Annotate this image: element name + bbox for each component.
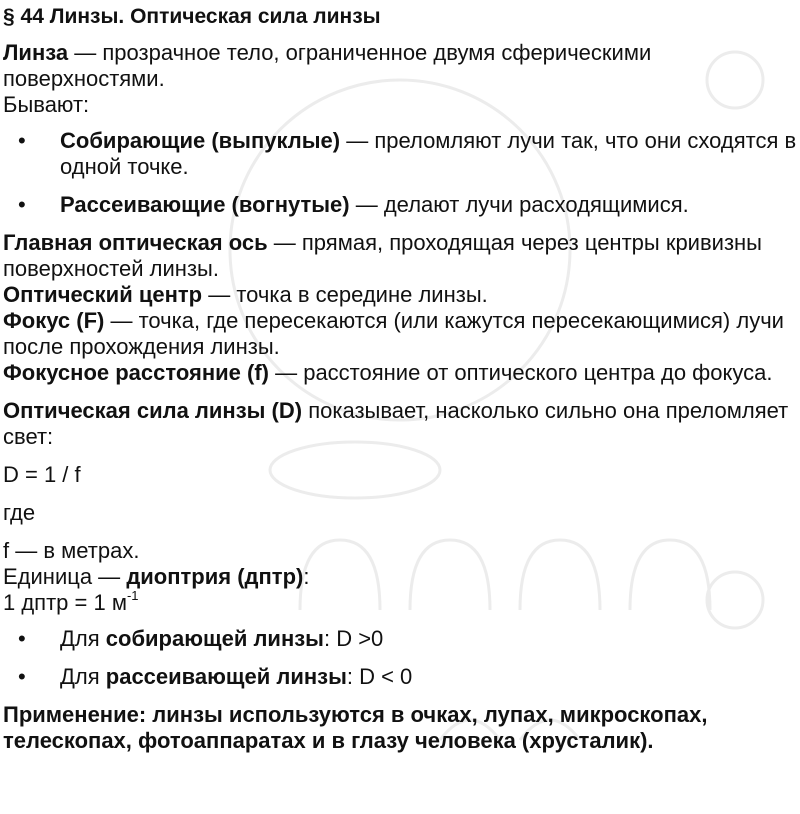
definition-term: Фокус (F) — [3, 308, 105, 333]
unit-equation-base: 1 дптр = 1 м — [3, 590, 127, 615]
sign-pre: Для — [60, 626, 106, 651]
sign-pre: Для — [60, 664, 106, 689]
list-item — [3, 192, 800, 218]
definition-term: Оптический центр — [3, 282, 203, 307]
unit-equation-exponent: -1 — [126, 587, 139, 603]
power-sign-list — [3, 626, 800, 690]
optical-power-text: показывает, насколько сильно она преломляет свет: — [3, 398, 789, 449]
definition-focus — [3, 308, 800, 360]
definition-term: Главная оптическая ось — [3, 230, 268, 255]
definition-focal-length — [3, 360, 800, 386]
definition-text: — точка в середине линзы. — [202, 282, 488, 307]
sign-post: : D < 0 — [346, 664, 413, 689]
optical-power-definition — [3, 398, 800, 450]
lens-type-text: — делают лучи расходящимися. — [349, 192, 689, 217]
lens-type-term: Собирающие (выпуклые) — [60, 128, 341, 153]
list-item — [3, 128, 800, 180]
application-paragraph: Применение: линзы используются в очках, лупах, микроскопах, телескопах, фотоаппаратах и в глазу человека (хрусталик). — [3, 702, 708, 753]
lens-definition-text: — прозрачное тело, ограниченное двумя сферическими поверхностями. — [3, 40, 652, 91]
unit-term: диоптрия (дптр) — [126, 564, 304, 589]
lens-term: Линза — [3, 40, 69, 65]
optical-power-formula: D = 1 / f — [3, 462, 81, 487]
lens-definition — [3, 40, 800, 92]
list-item — [3, 664, 800, 690]
definition-main-axis — [3, 230, 800, 282]
optical-power-term: Оптическая сила линзы (D) — [3, 398, 303, 423]
document-page — [3, 0, 800, 754]
unit-suffix: : — [303, 564, 310, 589]
sign-term: собирающей линзы — [105, 626, 324, 651]
lens-types-list — [3, 128, 800, 218]
unit-line — [3, 564, 800, 590]
definition-text: — прямая, проходящая через центры кривизны поверхностей линзы. — [3, 230, 762, 281]
section-title: § 44 Линзы. Оптическая сила линзы — [3, 5, 381, 28]
lens-types-intro: Бывают: — [3, 92, 90, 117]
formula-f-note: f — в метрах. — [3, 538, 140, 563]
unit-equation — [3, 587, 800, 616]
lens-type-text: — преломляют лучи так, что они сходятся в одной точке. — [60, 128, 797, 179]
sign-term: рассеивающей линзы — [105, 664, 347, 689]
definition-term: Фокусное расстояние (f) — [3, 360, 269, 385]
unit-prefix: Единица — — [3, 564, 127, 589]
definition-text: — точка, где пересекаются (или кажутся пересекающимися) лучи после прохождения линзы. — [3, 308, 784, 359]
formula-where: где — [3, 500, 36, 525]
list-item — [3, 626, 800, 652]
definition-text: — расстояние от оптического центра до фокуса. — [268, 360, 773, 385]
definition-optical-center — [3, 282, 800, 308]
lens-type-term: Рассеивающие (вогнутые) — [60, 192, 350, 217]
sign-post: : D >0 — [323, 626, 384, 651]
